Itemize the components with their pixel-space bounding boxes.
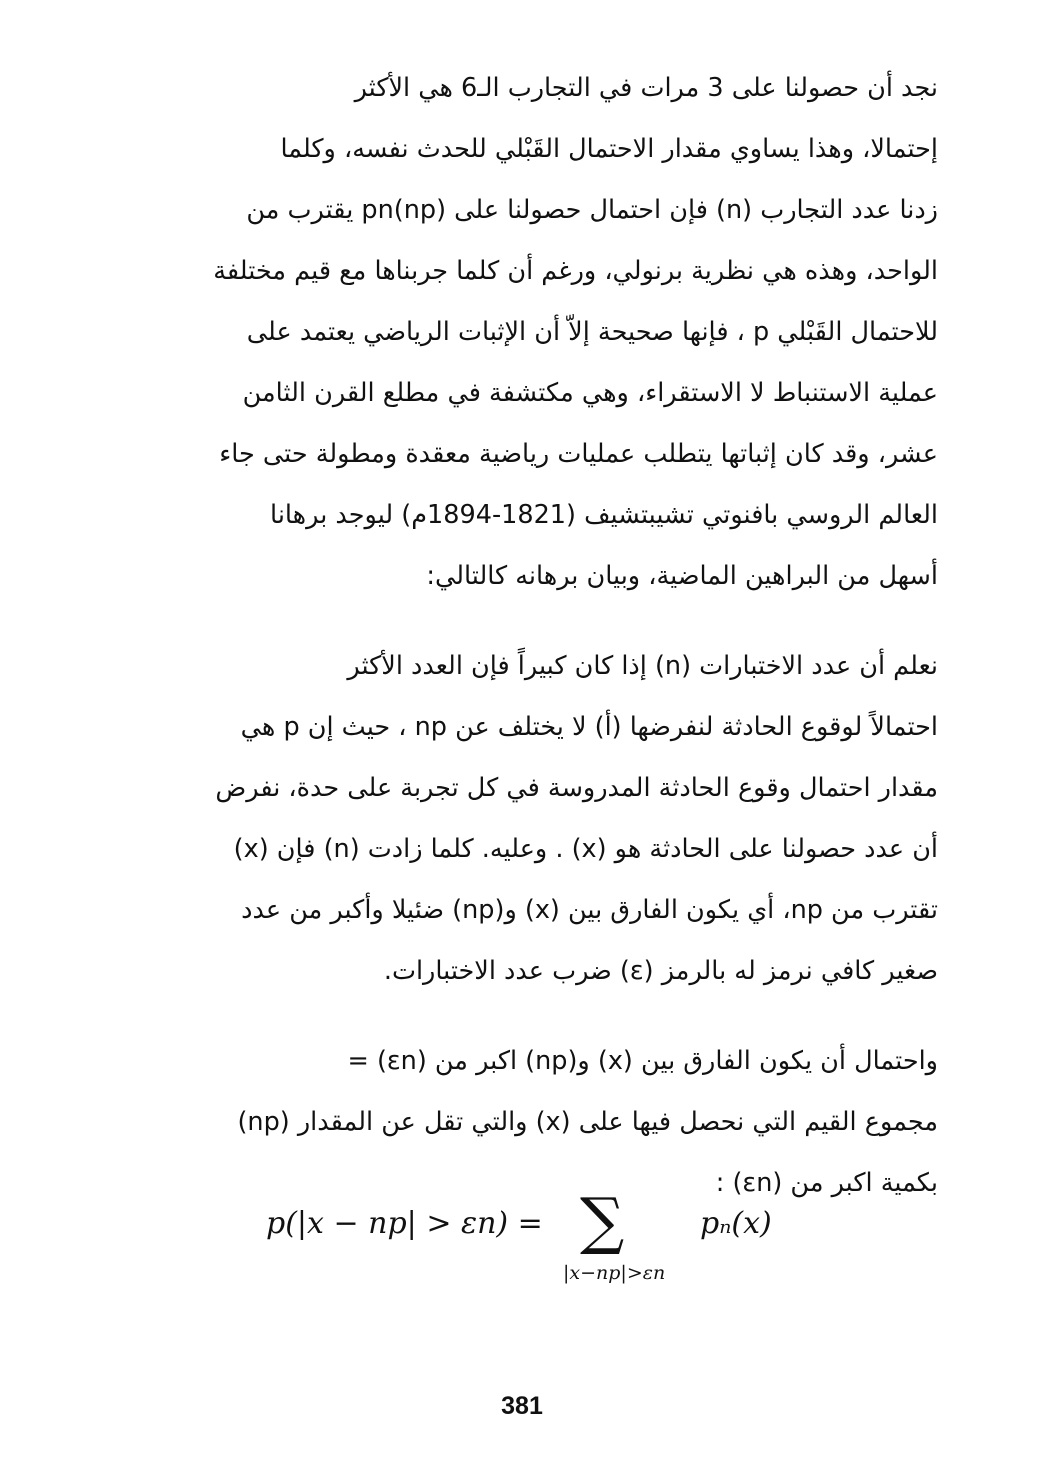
text-line: نعلم أن عدد الاختبارات (n) إذا كان كبيراً فإن العدد الأكثر <box>347 651 938 681</box>
text-line: أسهل من البراهين الماضية، وبيان برهانه كالتالي: <box>426 561 938 591</box>
text-line: أن عدد حصولنا على الحادثة هو (x) . وعليه. كلما زادت (n) فإن (x) <box>233 834 938 864</box>
text-line: زدنا عدد التجارب (n) فإن احتمال حصولنا على pn(np) يقترب من <box>246 195 938 225</box>
formula-left-side: p(|x − np| > εn) = <box>266 1206 543 1241</box>
paragraph-3 <box>108 1031 938 1214</box>
chebyshev-formula <box>108 1184 938 1296</box>
summation-range: |x−np|>εn <box>563 1262 666 1284</box>
summation-symbol: ∑ <box>580 1184 625 1257</box>
formula-right-side: pₙ(x) <box>700 1206 772 1241</box>
text-line: إحتمالا، وهذا يساوي مقدار الاحتمال القَبْلي للحدث نفسه، وكلما <box>280 134 938 164</box>
text-line: صغير كافي نرمز له بالرمز (ε) ضرب عدد الاختبارات. <box>383 956 938 986</box>
text-line: مقدار احتمال وقوع الحادثة المدروسة في كل تجربة على حدة، نفرض <box>215 773 938 803</box>
text-line: عملية الاستنباط لا الاستقراء، وهي مكتشفة في مطلع القرن الثامن <box>242 378 938 408</box>
text-line: بكمية اكبر من (εn) : <box>715 1168 938 1198</box>
text-line: مجموع القيم التي نحصل فيها على (x) والتي تقل عن المقدار (np) <box>237 1107 938 1137</box>
paragraph-2 <box>108 636 938 1002</box>
text-line: نجد أن حصولنا على 3 مرات في التجارب الـ6 هي الأكثر <box>354 73 938 103</box>
text-line: عشر، وقد كان إثباتها يتطلب عمليات رياضية معقدة ومطولة حتى جاء <box>219 439 938 469</box>
text-line: العالم الروسي بافنوتي تشيبتشيف (1821-1894م) ليوجد برهانا <box>270 500 938 530</box>
paragraph-1 <box>108 58 938 607</box>
text-line: احتمالاً لوقوع الحادثة لنفرضها (أ) لا يختلف عن np ، حيث إن p هي <box>240 712 938 742</box>
text-line: الواحد، وهذه هي نظرية برنولي، ورغم أن كلما جربناها مع قيم مختلفة <box>213 256 938 286</box>
page-body <box>108 58 938 1378</box>
text-line: واحتمال أن يكون الفارق بين (x) و(np) اكبر من (εn) = <box>347 1046 938 1076</box>
text-line: للاحتمال القَبْلي p ، فإنها صحيحة إلاّ أن الإثبات الرياضي يعتمد على <box>246 317 938 347</box>
text-line: تقترب من np، أي يكون الفارق بين (x) و(np) ضئيلا وأكبر من عدد <box>241 895 938 925</box>
page-number: 381 <box>501 1392 543 1420</box>
